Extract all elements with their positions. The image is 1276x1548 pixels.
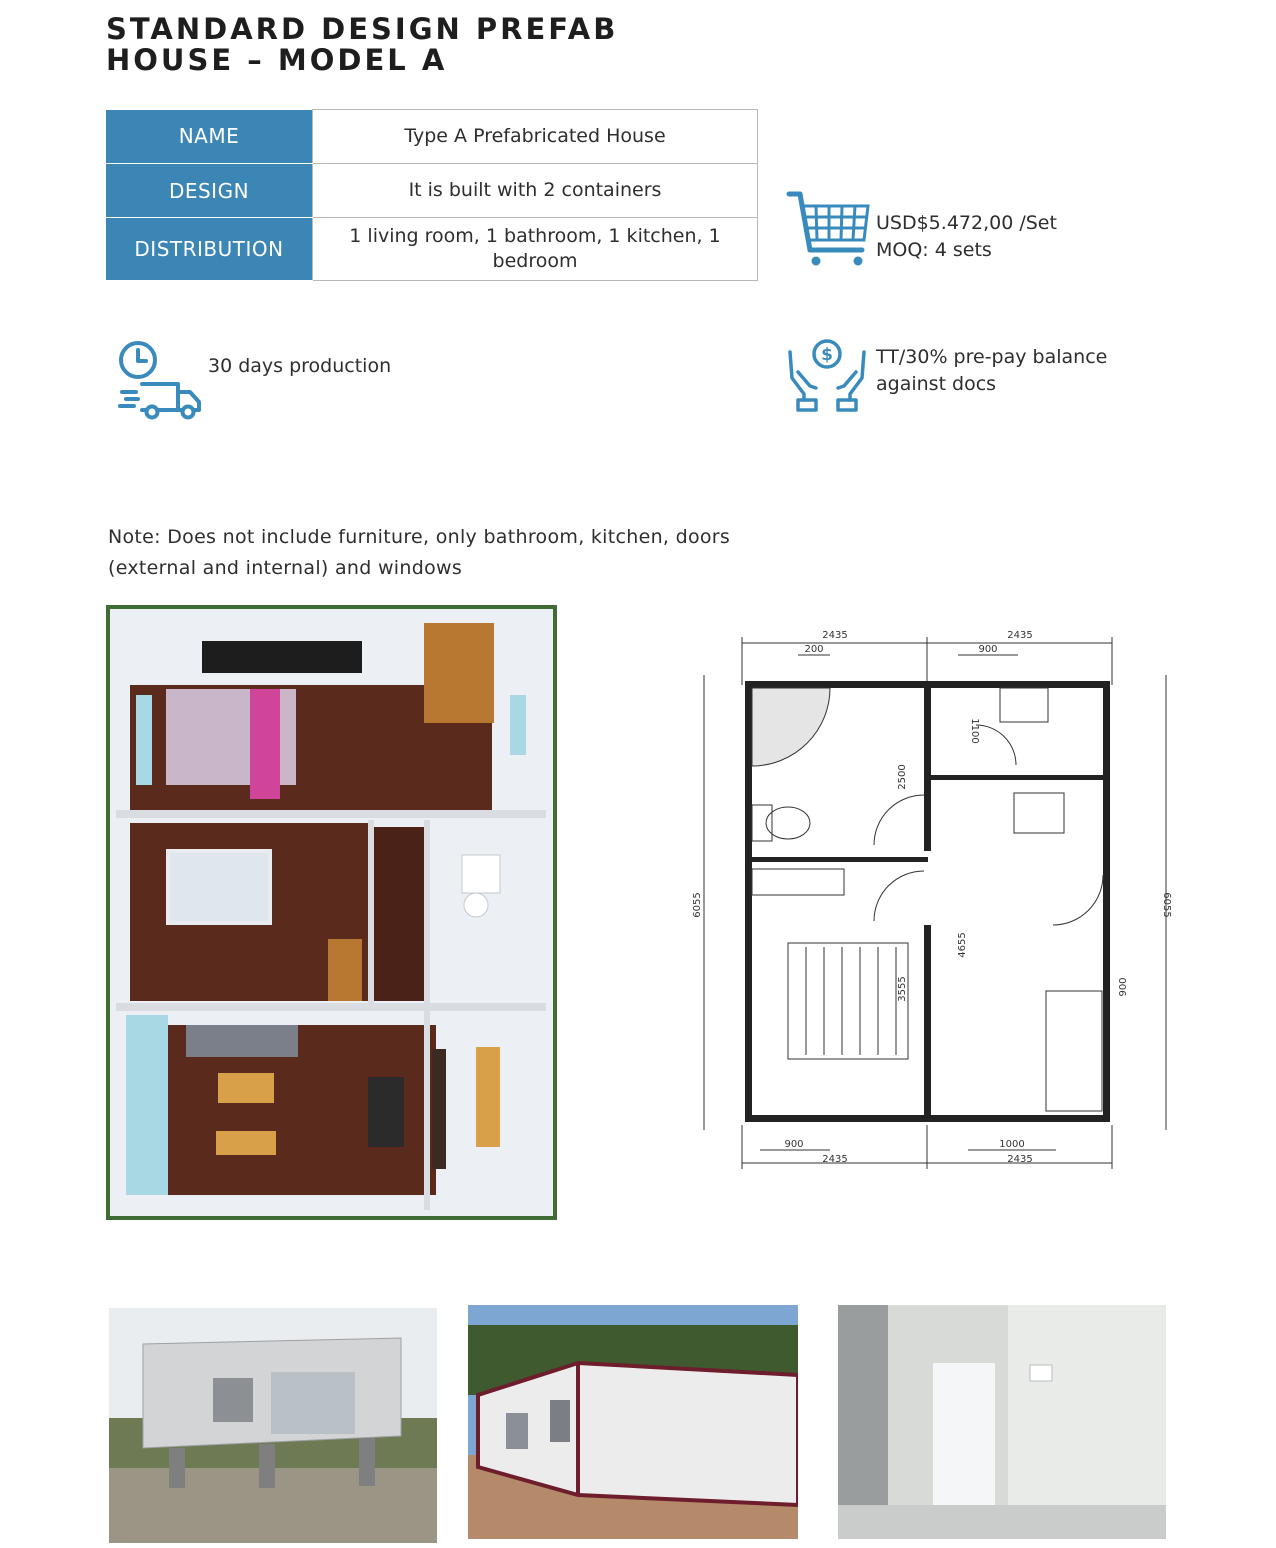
spec-label-design: DESIGN — [106, 164, 313, 218]
dim-top-left: 2435 — [822, 630, 848, 641]
production-info — [208, 353, 391, 380]
shopping-cart-icon — [786, 188, 870, 268]
price-text: USD$5.472,00 /Set — [876, 212, 1057, 234]
spec-row-design — [106, 164, 758, 218]
price-info — [876, 210, 1057, 264]
note-text: Note: Does not include furniture, only bathroom, kitchen, doors (external and internal) and windows — [108, 526, 731, 579]
dim-bottom-right: 2435 — [1007, 1154, 1033, 1165]
hands-dollar-icon — [786, 338, 868, 414]
dim-inner-5: 900 — [1118, 977, 1129, 997]
dim-bottom-sub-right: 1000 — [999, 1139, 1025, 1150]
spec-table — [106, 109, 758, 281]
spec-value-name: Type A Prefabricated House — [313, 110, 758, 164]
spec-row-name — [106, 110, 758, 164]
spec-value-distribution: 1 living room, 1 bathroom, 1 kitchen, 1 bedroom — [313, 218, 758, 281]
dim-bottom-sub-left: 900 — [784, 1139, 804, 1150]
dim-top-sub-left: 200 — [804, 644, 824, 655]
technical-floor-plan-drawing — [690, 625, 1180, 1173]
dim-inner-4: 3555 — [897, 976, 908, 1002]
exterior-photo-2 — [468, 1305, 798, 1539]
payment-line-1: TT/30% pre-pay balance — [876, 346, 1108, 368]
interior-photo — [838, 1305, 1166, 1539]
dim-side-left: 6055 — [692, 892, 703, 918]
title-line-1: STANDARD DESIGN PREFAB — [106, 12, 619, 46]
payment-info — [876, 344, 1107, 398]
dim-side-right: 6055 — [1161, 892, 1172, 918]
dim-top-sub-right: 900 — [978, 644, 998, 655]
moq-text: MOQ: 4 sets — [876, 239, 992, 261]
production-text: 30 days production — [208, 355, 392, 377]
spec-value-design: It is built with 2 containers — [313, 164, 758, 218]
dim-inner-2: 2500 — [897, 764, 908, 790]
payment-line-2: against docs — [876, 373, 997, 395]
dim-inner-3: 4655 — [957, 932, 968, 958]
exterior-photo-1 — [109, 1308, 437, 1543]
dim-bottom-left: 2435 — [822, 1154, 848, 1165]
page-title — [106, 14, 618, 76]
dim-inner-1: 1100 — [969, 718, 980, 744]
title-line-2: HOUSE – MODEL A — [106, 43, 448, 77]
svg-text:$: $ — [821, 345, 833, 365]
rendered-floor-plan-image — [106, 605, 557, 1220]
spec-row-distribution — [106, 218, 758, 281]
spec-label-distribution: DISTRIBUTION — [106, 218, 313, 281]
delivery-truck-clock-icon — [118, 340, 204, 420]
spec-label-name: NAME — [106, 110, 313, 164]
dim-top-right: 2435 — [1007, 630, 1033, 641]
